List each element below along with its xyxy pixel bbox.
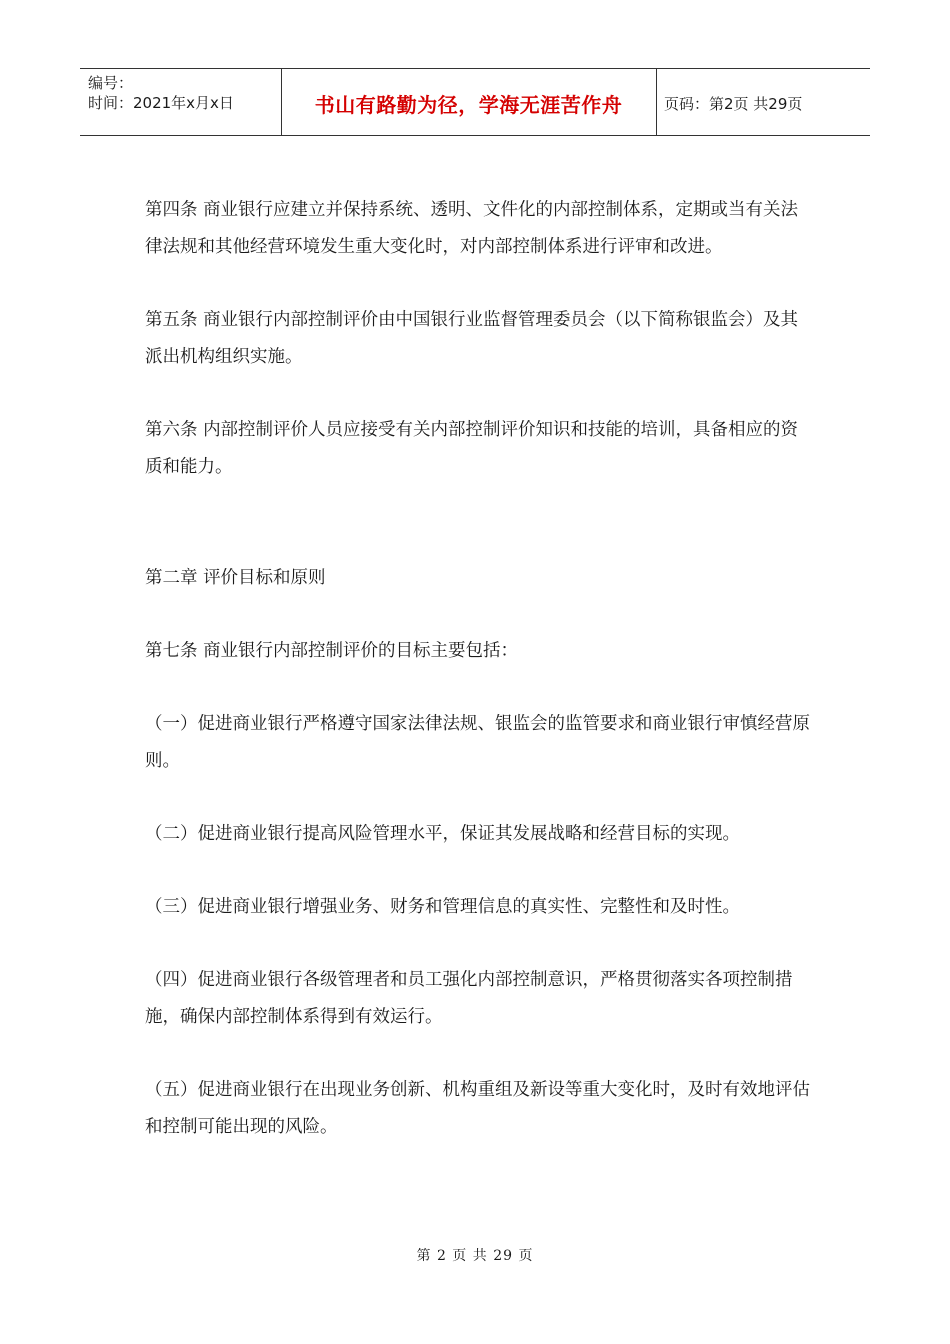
article-4: 第四条 商业银行应建立并保持系统、透明、文件化的内部控制体系，定期或当有关法律法规和其他经营环境发生重大变化时，对内部控制体系进行评审和改进。	[145, 200, 799, 257]
list-item: （一）促进商业银行严格遵守国家法律法规、银监会的监管要求和商业银行审慎经营原则。	[145, 714, 810, 771]
document-number-label: 编号：	[88, 74, 134, 92]
document-time-label: 时间：2021年x月x日	[88, 94, 234, 112]
article-6: 第六条 内部控制评价人员应接受有关内部控制评价知识和技能的培训，具备相应的资质和能力。	[145, 420, 799, 477]
list-item: （四）促进商业银行各级管理者和员工强化内部控制意识，严格贯彻落实各项控制措施，确保内部控制体系得到有效运行。	[145, 970, 793, 1027]
list-item: （五）促进商业银行在出现业务创新、机构重组及新设等重大变化时，及时有效地评估和控制可能出现的风险。	[145, 1080, 810, 1137]
page-header	[80, 68, 870, 136]
header-motto: 书山有路勤为径，学海无涯苦作舟	[314, 93, 623, 117]
page-footer: 第 2 页 共 29 页	[416, 1248, 534, 1264]
list-item: （三）促进商业银行增强业务、财务和管理信息的真实性、完整性和及时性。	[145, 897, 740, 917]
header-page-number: 页码：第2页 共29页	[664, 95, 803, 113]
article-7: 第七条 商业银行内部控制评价的目标主要包括：	[145, 641, 519, 661]
header-divider	[656, 69, 657, 135]
list-item: （二）促进商业银行提高风险管理水平，保证其发展战略和经营目标的实现。	[145, 824, 740, 844]
header-meta	[88, 73, 234, 113]
article-5: 第五条 商业银行内部控制评价由中国银行业监督管理委员会（以下简称银监会）及其派出机构组织实施。	[145, 310, 799, 367]
chapter-heading: 第二章 评价目标和原则	[145, 568, 326, 588]
document-body	[145, 192, 810, 1182]
